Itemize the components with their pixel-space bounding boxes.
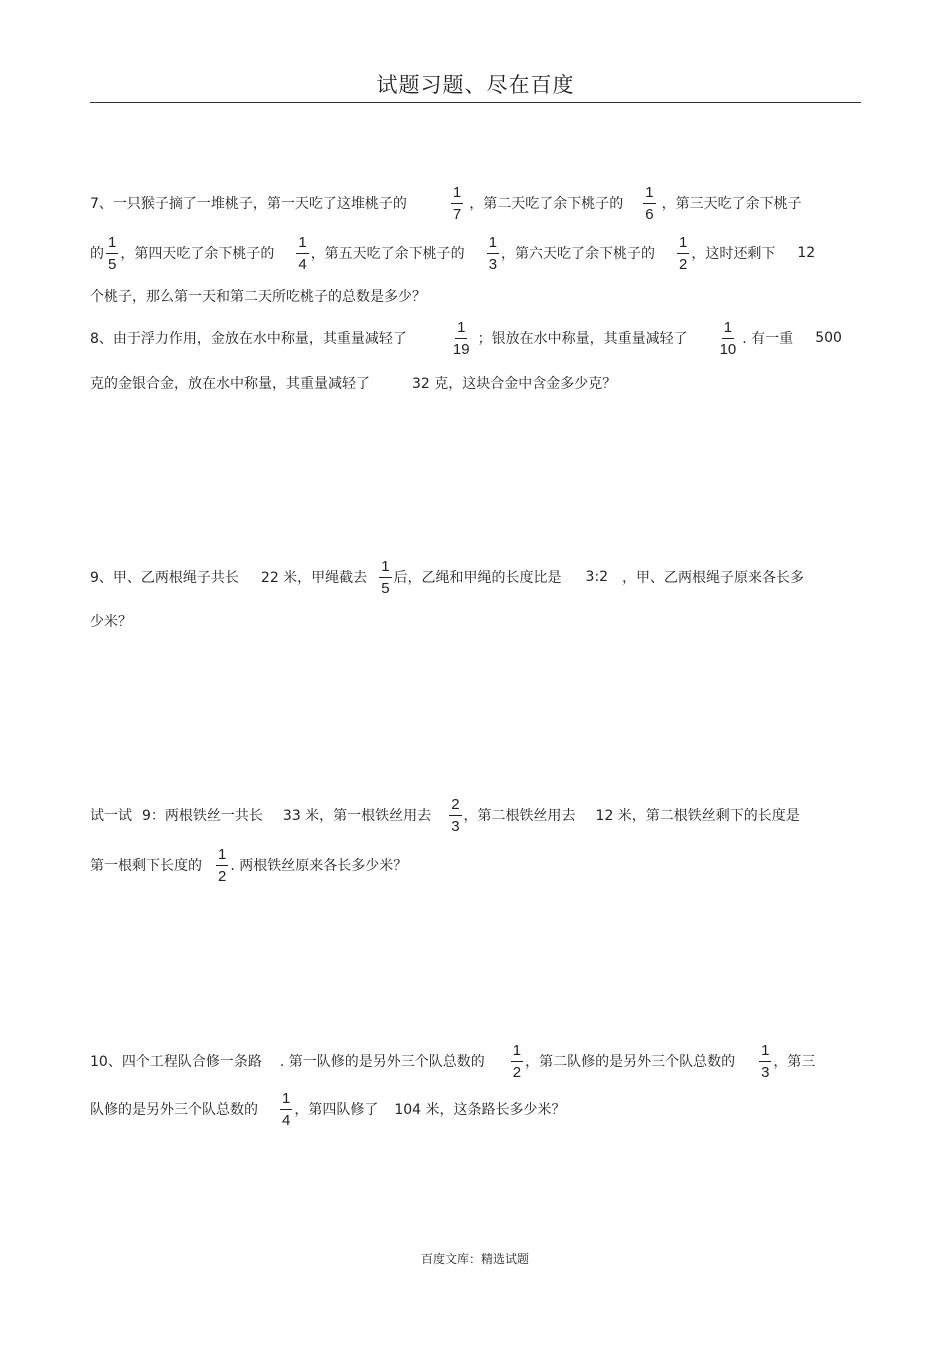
fraction <box>718 318 739 359</box>
q8-line-1 <box>90 313 842 363</box>
text: 33 米，第一根铁丝用去 <box>282 808 432 824</box>
fraction <box>216 845 228 886</box>
text: 500 <box>815 330 842 346</box>
fraction <box>280 1089 292 1130</box>
numerator: 1 <box>759 1041 771 1062</box>
text: 7、一只猴子摘了一堆桃子，第一天吃了这堆桃子的 <box>90 196 407 212</box>
denominator: 4 <box>298 255 307 273</box>
text: ，第四天吃了余下桃子的 <box>120 246 275 262</box>
text: 克的金银合金，放在水中称量，其重量减轻了 <box>90 376 370 392</box>
fraction <box>511 1041 523 1082</box>
text: ，第六天吃了余下桃子的 <box>501 246 656 262</box>
text: ，甲、乙两根绳子原来各长多 <box>622 570 805 586</box>
text: ，这时还剩下 <box>691 246 776 262</box>
numerator: 1 <box>722 318 734 339</box>
text: 10、四个工程队合修一条路 <box>90 1054 262 1070</box>
fraction <box>449 795 461 836</box>
text: ，第二天吃了余下桃子的 <box>469 196 624 212</box>
numerator: 1 <box>643 183 655 204</box>
text: ，第四队修了 <box>294 1102 379 1118</box>
q10-line-2 <box>90 1084 566 1134</box>
fraction <box>487 233 499 274</box>
text: ；银放在水中称量，其重量减轻了 <box>477 331 688 347</box>
fraction <box>643 183 655 224</box>
text: ，第二队修的是另外三个队总数的 <box>525 1054 736 1070</box>
denominator: 5 <box>381 579 390 597</box>
text: 试一试 <box>90 808 132 824</box>
numerator: 1 <box>511 1041 523 1062</box>
fraction <box>296 233 308 274</box>
denominator: 4 <box>282 1111 291 1129</box>
text: 的 <box>90 246 104 262</box>
text: ，第三天吃了余下桃子 <box>661 196 802 212</box>
q9-line-1 <box>90 552 804 602</box>
text: 3:2 <box>585 569 609 585</box>
q8-line-2 <box>90 358 616 408</box>
denominator: 19 <box>452 340 470 358</box>
page-footer <box>0 1250 950 1267</box>
denominator: 7 <box>452 205 462 223</box>
numerator: 1 <box>677 233 689 254</box>
denominator: 3 <box>488 255 498 273</box>
denominator: 10 <box>719 340 737 358</box>
text: 104 米，这条路长多少米？ <box>394 1102 566 1118</box>
denominator: 2 <box>218 867 227 885</box>
fraction <box>451 318 472 359</box>
text: 队修的是另外三个队总数的 <box>90 1102 258 1118</box>
text: ，第二根铁丝用去 <box>463 808 576 824</box>
fraction <box>106 233 118 274</box>
text: 12 <box>797 245 816 261</box>
text: 32 克，这块合金中含金多少克？ <box>412 376 617 392</box>
denominator: 3 <box>761 1063 770 1081</box>
fraction <box>759 1041 771 1082</box>
fraction <box>677 233 689 274</box>
text: . 两根铁丝原来各长多少米？ <box>230 858 408 874</box>
text: . 有一重 <box>742 331 794 347</box>
numerator: 1 <box>280 1089 292 1110</box>
text: 9：两根铁丝一共长 <box>142 808 263 824</box>
try9-line-2 <box>90 840 407 890</box>
q10-line-1 <box>90 1036 815 1086</box>
numerator: 1 <box>216 845 228 866</box>
text: 22 米，甲绳截去 <box>260 570 368 586</box>
footer-text: 百度文库：精选试题 <box>420 1252 529 1266</box>
fraction <box>451 183 463 224</box>
denominator: 3 <box>451 817 460 835</box>
text: ，第三 <box>773 1054 816 1070</box>
numerator: 1 <box>455 318 467 339</box>
text: 后，乙绳和甲绳的长度比是 <box>393 570 562 586</box>
page-header <box>90 68 861 103</box>
numerator: 1 <box>379 557 391 578</box>
numerator: 1 <box>296 233 308 254</box>
fraction <box>379 557 391 598</box>
denominator: 6 <box>645 205 654 223</box>
numerator: 2 <box>449 795 461 816</box>
header-title: 试题习题、尽在百度 <box>376 73 575 97</box>
text: 12 米，第二根铁丝剩下的长度是 <box>595 808 800 824</box>
try9-line-1 <box>90 790 800 840</box>
q9-line-2 <box>90 596 132 646</box>
text: . 第一队修的是另外三个队总数的 <box>279 1054 485 1070</box>
denominator: 2 <box>679 255 688 273</box>
q7-line-1 <box>90 178 802 228</box>
numerator: 1 <box>106 233 118 254</box>
denominator: 5 <box>108 255 117 273</box>
text: 个桃子，那么第一天和第二天所吃桃子的总数是多少？ <box>90 289 426 305</box>
numerator: 1 <box>451 183 463 204</box>
text: 少米？ <box>90 614 132 630</box>
text: 第一根剩下长度的 <box>90 858 202 874</box>
text: ，第五天吃了余下桃子的 <box>310 246 465 262</box>
numerator: 1 <box>487 233 499 254</box>
denominator: 2 <box>512 1063 522 1081</box>
text: 9、甲、乙两根绳子共长 <box>90 570 239 586</box>
text: 8、由于浮力作用，金放在水中称量，其重量减轻了 <box>90 331 407 347</box>
